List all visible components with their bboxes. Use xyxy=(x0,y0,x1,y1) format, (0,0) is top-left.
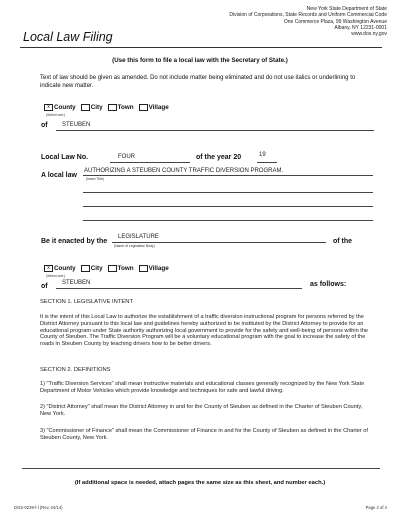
page-title: Local Law Filing xyxy=(23,30,113,44)
agency-header xyxy=(147,6,387,37)
as-follows-label: as follows: xyxy=(310,281,347,288)
section-1-body: It is the intent of this Local Law to authorize the establishment of a traffic diversion instructional program for persons referred by the District Attorney pursuant to this local law and guidelines hereby authorized to be instituted by the District Attorney to provide for an educational program under State authority authorizing local government to provide for the safety and well-being of persons within the County of Steuben. The Traffic Diversion Program will be a voluntary educational program with the goal to increase the safety of the roads in Steuben County by teaching drivers how to be better drivers. xyxy=(40,314,369,348)
select-one-note-1: (Select one:) xyxy=(46,113,66,117)
of-value-2[interactable]: STEUBEN xyxy=(62,280,91,286)
local-law-no-line xyxy=(110,162,190,163)
legislative-body-value[interactable]: LEGISLATURE xyxy=(118,234,159,240)
govt-type-checkboxes-1 xyxy=(44,104,169,111)
year-line xyxy=(257,162,277,163)
header-address-1: One Commerce Plaza, 99 Washington Avenue xyxy=(283,18,387,25)
header-dept: New York State Department of State xyxy=(306,6,387,12)
checkbox-village-2[interactable]: Village xyxy=(139,265,169,272)
of-value-1[interactable]: STEUBEN xyxy=(62,122,91,128)
use-form-note: (Use this form to file a local law with the Secretary of State.) xyxy=(112,57,288,64)
local-law-line-4 xyxy=(83,220,373,221)
checkbox-town-2[interactable]: Town xyxy=(108,265,134,272)
checkbox-mark[interactable]: x xyxy=(44,104,53,111)
legislative-body-line xyxy=(112,242,326,243)
header-address-2: Albany, NY 12231-0001 xyxy=(334,24,387,31)
local-law-no-label: Local Law No. xyxy=(41,154,89,161)
section-2-heading: SECTION 2. DEFINITIONS xyxy=(40,367,111,373)
additional-space-note: (If additional space is needed, attach pages the same size as this sheet, and number each.) xyxy=(74,480,326,486)
of-label-2: of xyxy=(41,283,48,290)
page-number: Page 2 of 4 xyxy=(365,505,387,510)
section-1-heading: SECTION 1. LEGISLATIVE INTENT xyxy=(40,299,133,305)
definition-3: 3) "Commissioner of Finance" shall mean the Commissioner of Finance in and for the County of Steuben as defined in the Charter of Steuben County, New York. xyxy=(40,428,368,441)
enacted-label: Be it enacted by the xyxy=(41,238,108,245)
footer-rule xyxy=(22,468,380,469)
local-law-line-1 xyxy=(83,175,373,176)
local-law-no-value[interactable]: FOUR xyxy=(118,154,135,160)
local-law-line-2 xyxy=(83,192,373,193)
checkbox-city-1[interactable]: City xyxy=(81,104,103,111)
checkbox-county-2[interactable]: x County xyxy=(44,265,76,272)
of-label-1: of xyxy=(41,122,48,129)
checkbox-mark[interactable]: x xyxy=(44,265,53,272)
checkbox-village-1[interactable]: Village xyxy=(139,104,169,111)
header-website: www.dos.ny.gov xyxy=(351,31,387,38)
checkbox-county-1[interactable]: x County xyxy=(44,104,76,111)
title-rule xyxy=(20,47,382,48)
insert-title-note: (Insert Title) xyxy=(86,177,104,181)
form-id: DOS-0239-f-l (Rev. 04/14) xyxy=(14,505,63,510)
checkbox-town-1[interactable]: Town xyxy=(108,104,134,111)
instructions: Text of law should be given as amended. Do not include matter being eliminated and do not use italics or underlining to indicate new matter. xyxy=(40,75,356,89)
year-value[interactable]: 19 xyxy=(259,152,266,158)
local-law-line-3 xyxy=(83,206,373,207)
of-line-2 xyxy=(56,288,302,289)
definition-2: 2) "District Attorney" shall mean the District Attorney in and for the County of Steuben as defined in the Charter of Steuben County, New York. xyxy=(40,404,363,417)
definition-1: 1) "Traffic Diversion Services" shall mean instructive materials and educational classes generally recognized by the New York State Department of Motor Vehicles which provide knowledge and techniques for safe and lawful driving. xyxy=(40,381,365,394)
legislative-body-note: (Name of Legislative Body) xyxy=(114,244,155,248)
govt-type-checkboxes-2 xyxy=(44,265,169,272)
of-line-1 xyxy=(56,130,374,131)
header-division: Division of Corporations, State Records and Uniform Commercial Code xyxy=(229,12,387,19)
select-one-note-2: (Select one:) xyxy=(46,274,66,278)
of-the-label: of the xyxy=(333,238,353,245)
local-law-label: A local law xyxy=(41,172,77,179)
local-law-title[interactable]: AUTHORIZING A STEUBEN COUNTY TRAFFIC DIVERSION PROGRAM. xyxy=(84,168,284,174)
checkbox-city-2[interactable]: City xyxy=(81,265,103,272)
year-label: of the year 20 xyxy=(196,154,242,161)
